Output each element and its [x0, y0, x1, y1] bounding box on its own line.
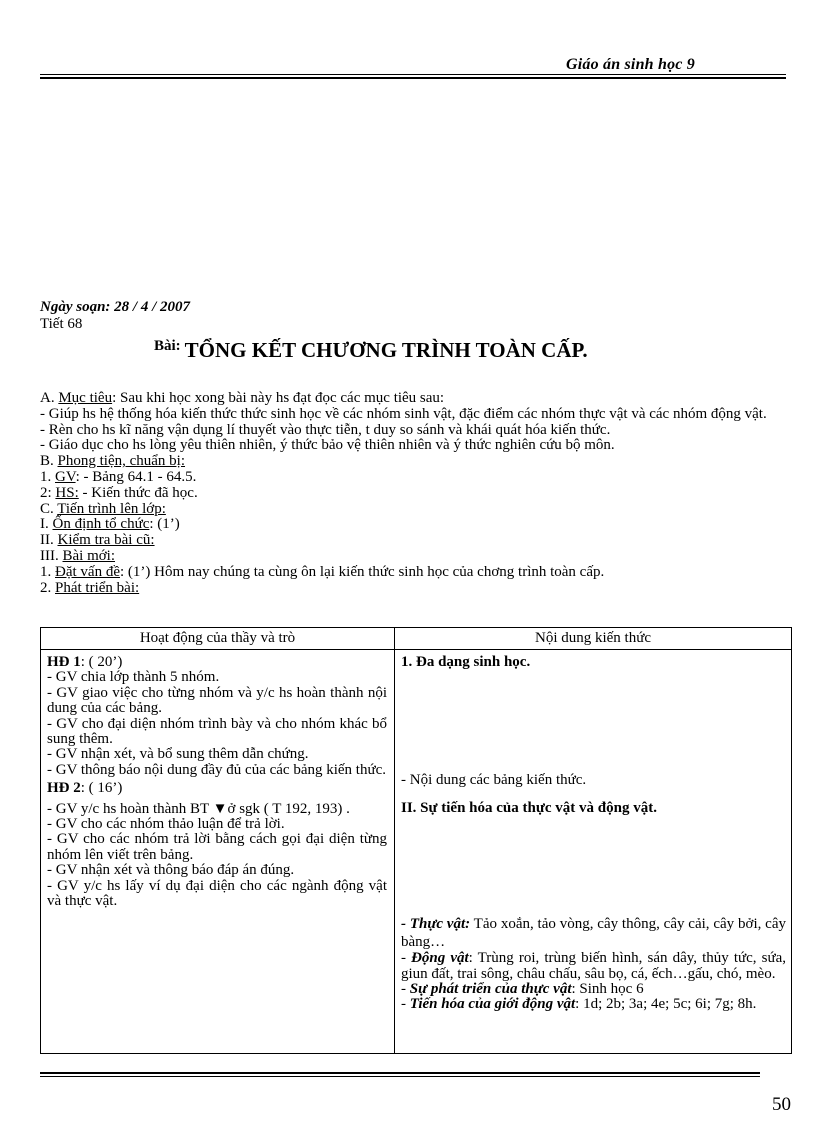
objective-3: - Giáo dục cho hs lòng yêu thiên nhiên, ý thức bảo vệ thiên nhiên và ý thức nghiên cứu bộ môn. [40, 437, 615, 454]
activity-2-heading: HĐ 2: ( 16’) [47, 780, 123, 797]
header-rule [40, 74, 786, 75]
content-plant-development: - Sự phát triển của thực vật: Sinh học 6 [401, 981, 644, 998]
objective-1: - Giúp hs hệ thống hóa kiến thức thức sinh học về các nhóm sinh vật, đặc điểm các nhóm thực vật và các nhóm động vật. [40, 405, 767, 422]
step-3-2: 2. Phát triển bài: [40, 579, 140, 596]
table-header-divider [41, 649, 791, 650]
header-rule-thick [40, 77, 786, 79]
content-animal-evolution: - Tiến hóa của giới động vật: 1d; 2b; 3a; 4e; 5c; 6i; 7g; 8h. [401, 996, 757, 1013]
content-column [401, 655, 786, 1013]
activity-table [40, 627, 792, 1054]
title-main: TỔNG KẾT CHƯƠNG TRÌNH TOÀN CẤP. [184, 338, 588, 362]
step-1: I. Ổn định tổ chức: (1’) [40, 516, 180, 533]
content-plants: - Thực vật: Tảo xoắn, tảo vòng, cây thông, cây cải, cây bởi, cây bàng… [401, 916, 787, 950]
list-item: - GV chia lớp thành 5 nhóm. [47, 669, 220, 686]
content-heading-1: 1. Đa dạng sinh học. [401, 654, 531, 670]
footer-rule [40, 1076, 760, 1077]
lesson-number: Tiết 68 [40, 316, 83, 332]
section-c: C. Tiến trình lên lớp: [40, 500, 166, 517]
prep-student: 2: HS: - Kiến thức đã học. [40, 484, 198, 501]
footer-rule-thick [40, 1072, 760, 1074]
section-b: B. Phong tiện, chuẩn bị: [40, 453, 186, 470]
list-item: - GV thông báo nội dung đầy đủ của các bảng kiến thức. [47, 761, 387, 778]
content-heading-2: II. Sự tiến hóa của thực vật và động vật. [401, 799, 657, 816]
list-item: - GV y/c hs hoàn thành BT ▼ở sgk ( T 192, 193) . [47, 800, 350, 817]
title-prefix: Bài: [154, 338, 181, 354]
content-animals: - Động vật: Trùng roi, trùng biến hình, sán dây, thủy tức, sứa, giun đất, trai sông, châu chấu, sâu bọ, cá, ếch…gấu, chó, mèo. [401, 950, 787, 982]
list-item: - GV nhận xét, và bổ sung thêm dẫn chứng. [47, 746, 309, 763]
section-a: A. Mục tiêu: Sau khi học xong bài này hs đạt đọc các mục tiêu sau: [40, 390, 445, 406]
list-item: - GV cho đại diện nhóm trình bày và cho nhóm khác bổ sung thêm. [47, 715, 387, 748]
list-item: - GV giao việc cho từng nhóm và y/c hs hoàn thành nội dung của các bảng. [47, 684, 387, 717]
list-item: - GV cho các nhóm thảo luận để trả lời. [47, 816, 285, 833]
table-column-divider [394, 628, 395, 1053]
activity-1-heading: HĐ 1: ( 20’) [47, 654, 123, 670]
prep-date: Ngày soạn: 28 / 4 / 2007 [40, 299, 190, 315]
step-3-1: 1. Đặt vấn đề: (1’) Hôm nay chúng ta cùng ôn lại kiến thức sinh học của chơng trình toàn cấp. [40, 563, 605, 580]
list-item: - GV y/c hs lấy ví dụ đại diện cho các ngành động vật và thực vật. [47, 877, 387, 910]
lesson-title [154, 338, 588, 363]
objective-2: - Rèn cho hs kĩ năng vận dụng lí thuyết vào thực tiễn, t duy so sánh và khái quát hóa kiến thức. [40, 421, 611, 438]
step-3: III. Bài mới: [40, 547, 116, 564]
list-item: - GV cho các nhóm trả lời bằng cách gọi đại diện từng nhóm lên viết trên bảng. [47, 831, 387, 863]
content-item: - Nội dung các bảng kiến thức. [401, 772, 587, 789]
prep-teacher: 1. GV: - Bảng 64.1 - 64.5. [40, 468, 197, 485]
activities-column [47, 655, 387, 910]
step-2: II. Kiểm tra bài cũ: [40, 532, 155, 549]
list-item: - GV nhận xét và thông báo đáp án đúng. [47, 862, 295, 879]
lesson-body [40, 391, 786, 596]
page-number: 50 [772, 1094, 791, 1115]
table-header-activities: Hoạt động của thầy và trò [139, 630, 296, 646]
table-header-content: Nội dung kiến thức [534, 630, 652, 646]
running-header: Giáo án sinh học 9 [566, 56, 695, 73]
